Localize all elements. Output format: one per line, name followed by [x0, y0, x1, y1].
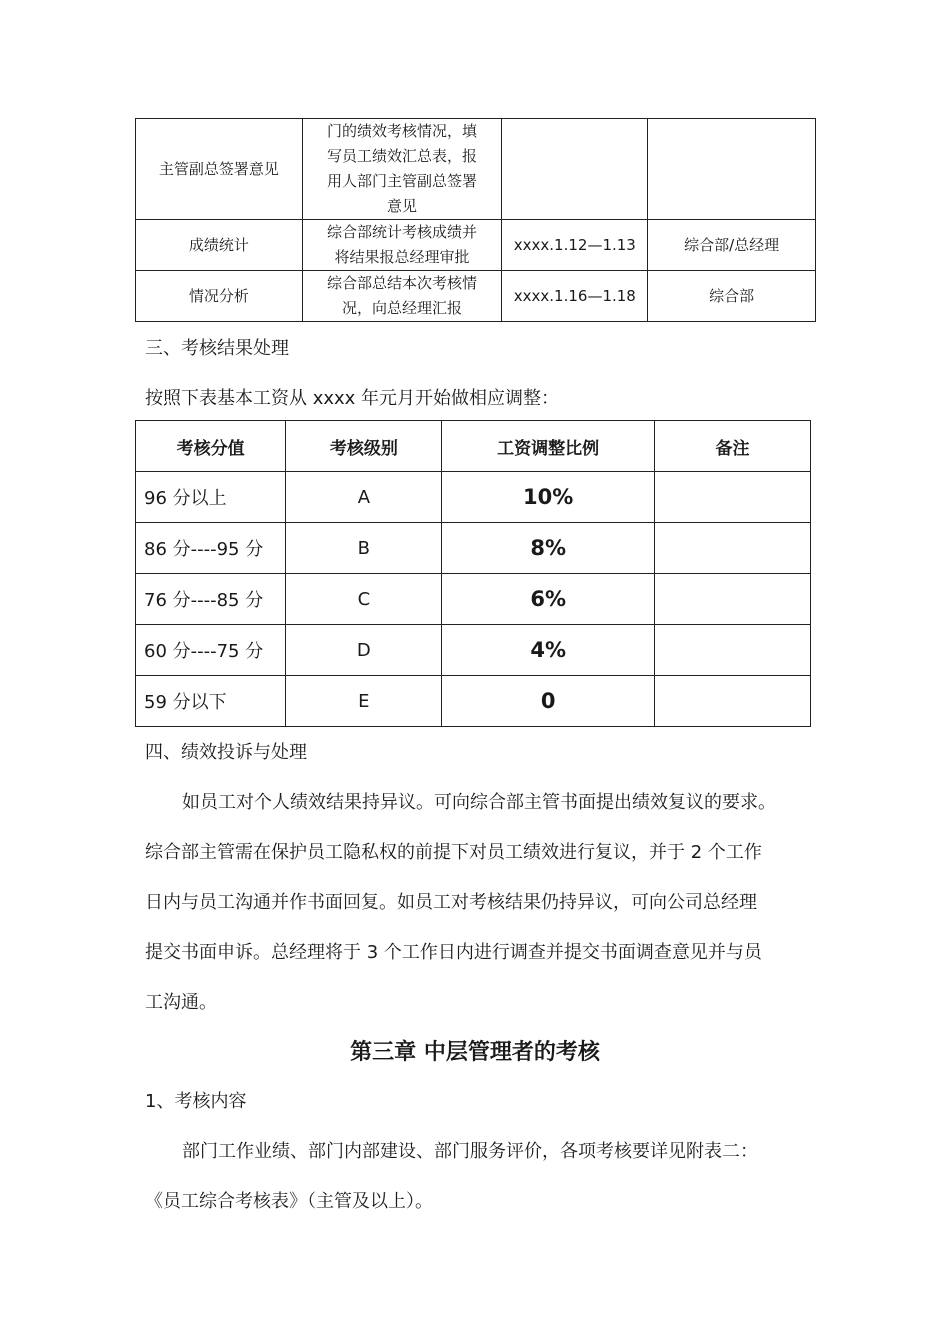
score-cell: 59 分以下 [136, 676, 286, 727]
table-row [136, 574, 811, 625]
level-cell: D [286, 625, 442, 676]
owner-cell: 综合部 [648, 271, 816, 322]
time-cell: xxxx.1.12—1.13 [502, 220, 648, 271]
note-cell [654, 676, 810, 727]
section-title: 三、考核结果处理 [145, 338, 289, 359]
time-cell [502, 119, 648, 220]
content-line: 综合部总结本次考核情 [327, 274, 478, 292]
table-row [136, 676, 811, 727]
score-cell: 76 分----85 分 [136, 574, 286, 625]
content-line: 况，向总经理汇报 [342, 299, 463, 317]
content-line: 意见 [387, 197, 418, 215]
content-cell [302, 271, 502, 322]
content-line: 用人部门主管副总签署 [327, 172, 478, 190]
score-cell: 60 分----75 分 [136, 625, 286, 676]
owner-cell: 综合部/总经理 [648, 220, 816, 271]
level-cell: E [286, 676, 442, 727]
ratio-cell: 6% [442, 574, 655, 625]
column-header: 备注 [654, 421, 810, 472]
level-cell: C [286, 574, 442, 625]
salary-adjust-table [135, 420, 811, 727]
ratio-cell: 4% [442, 625, 655, 676]
step-cell: 情况分析 [136, 271, 303, 322]
column-header: 工资调整比例 [442, 421, 655, 472]
paragraph-line: 日内与员工沟通并作书面回复。如员工对考核结果仍持异议，可向公司总经理 [145, 892, 757, 913]
chapter-title: 第三章 中层管理者的考核 [350, 1040, 600, 1065]
time-cell: xxxx.1.16—1.18 [502, 271, 648, 322]
note-cell [654, 625, 810, 676]
section-title: 四、绩效投诉与处理 [145, 742, 307, 763]
paragraph-line: 《员工综合考核表》（主管及以上）。 [145, 1191, 433, 1212]
ratio-cell: 10% [442, 472, 655, 523]
column-header: 考核分值 [136, 421, 286, 472]
section-intro: 按照下表基本工资从 xxxx 年元月开始做相应调整： [145, 388, 560, 409]
score-cell: 96 分以上 [136, 472, 286, 523]
level-cell: B [286, 523, 442, 574]
table-row [136, 472, 811, 523]
table-row [136, 220, 816, 271]
paragraph-line: 如员工对个人绩效结果持异议。可向综合部主管书面提出绩效复议的要求。 [182, 792, 776, 813]
ratio-cell: 0 [442, 676, 655, 727]
note-cell [654, 574, 810, 625]
content-cell [302, 119, 502, 220]
paragraph-line: 工沟通。 [145, 992, 217, 1013]
content-line: 写员工绩效汇总表，报 [327, 147, 478, 165]
score-cell: 86 分----95 分 [136, 523, 286, 574]
note-cell [654, 523, 810, 574]
paragraph-line: 部门工作业绩、部门内部建设、部门服务评价，各项考核要详见附表二： [182, 1141, 758, 1162]
item-title: 1、考核内容 [145, 1091, 247, 1112]
column-header: 考核级别 [286, 421, 442, 472]
paragraph-line: 提交书面申诉。总经理将于 3 个工作日内进行调查并提交书面调查意见并与员 [145, 942, 762, 963]
table-row [136, 271, 816, 322]
content-line: 综合部统计考核成绩并 [327, 223, 478, 241]
content-line: 将结果报总经理审批 [334, 248, 470, 266]
table-row [136, 625, 811, 676]
note-cell [654, 472, 810, 523]
level-cell: A [286, 472, 442, 523]
ratio-cell: 8% [442, 523, 655, 574]
table-header-row [136, 421, 811, 472]
process-table [135, 118, 816, 322]
step-cell: 主管副总签署意见 [136, 119, 303, 220]
owner-cell [648, 119, 816, 220]
table-row [136, 523, 811, 574]
paragraph-line: 综合部主管需在保护员工隐私权的前提下对员工绩效进行复议，并于 2 个工作 [145, 842, 762, 863]
table-row [136, 119, 816, 220]
content-line: 门的绩效考核情况，填 [327, 122, 478, 140]
content-cell [302, 220, 502, 271]
step-cell: 成绩统计 [136, 220, 303, 271]
